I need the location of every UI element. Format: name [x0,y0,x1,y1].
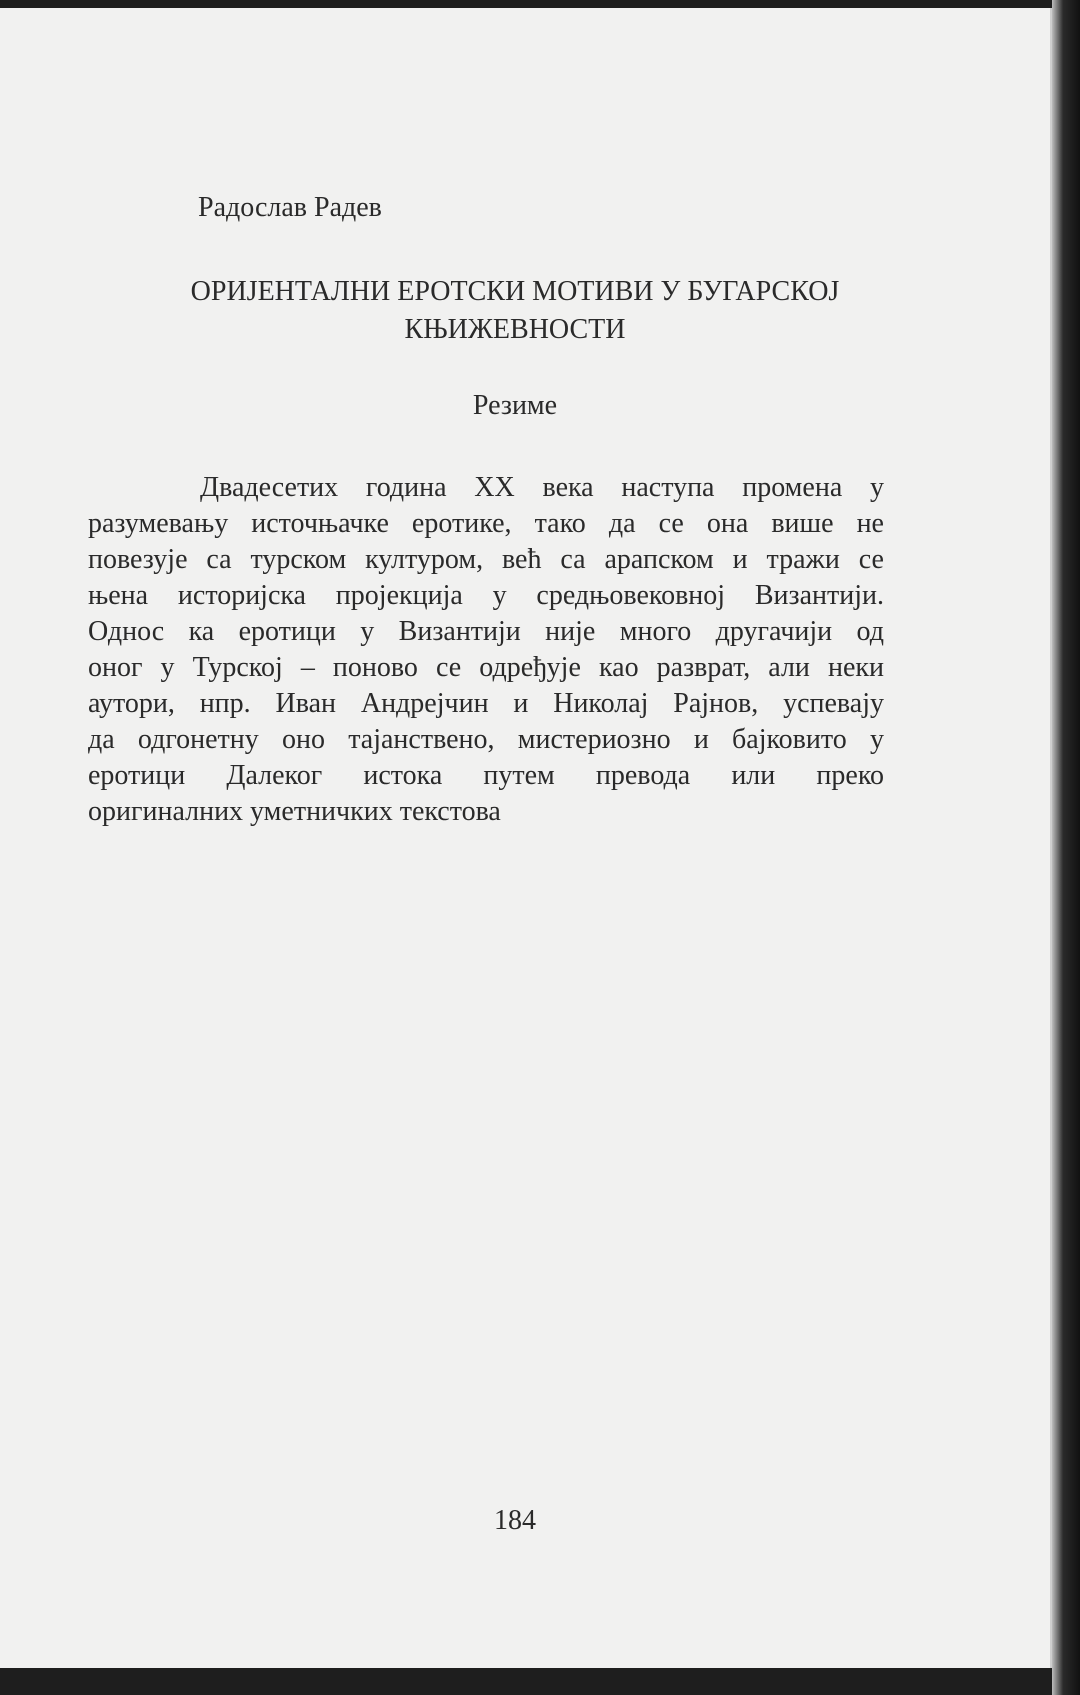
paragraph-line: аутори, нпр. Иван Андрејчин и Николај Рајнов, успевају [88,688,884,719]
paragraph-line: Однос ка еротици у Византији није много другачији од [88,616,884,647]
title-line: КЊИЖЕВНОСТИ [404,314,626,345]
paragraph-line: да одгонетну оно тајанствено, мистериозно и бајковито у [88,724,884,755]
title-line: ОРИЈЕНТАЛНИ ЕРОТСКИ МОТИВИ У БУГАРСКОЈ [190,276,840,307]
paragraph-line: оригиналних уметничких текстова [88,796,501,827]
paragraph-line: оног у Турској – поново се одређује као разврат, али неки [88,652,884,683]
page-edge-shadow [1052,0,1080,1695]
paragraph-line: повезује са турском културом, већ са арапском и тражи се [88,544,884,575]
author-name: Радослав Радев [198,192,382,223]
paragraph-line: разумевању источњачке еротике, тако да се она више не [88,508,884,539]
section-heading: Резиме [472,390,558,421]
book-page [0,8,1052,1668]
article-title [100,273,930,349]
summary-paragraph [88,470,884,830]
paragraph-line: Двадесетих година XX века наступа промена у [200,472,884,503]
paragraph-line: еротици Далеког истока путем превода или преко [88,760,884,791]
paragraph-line: њена историјска пројекција у средњовековној Византији. [88,580,884,611]
page-number: 184 [494,1505,536,1536]
